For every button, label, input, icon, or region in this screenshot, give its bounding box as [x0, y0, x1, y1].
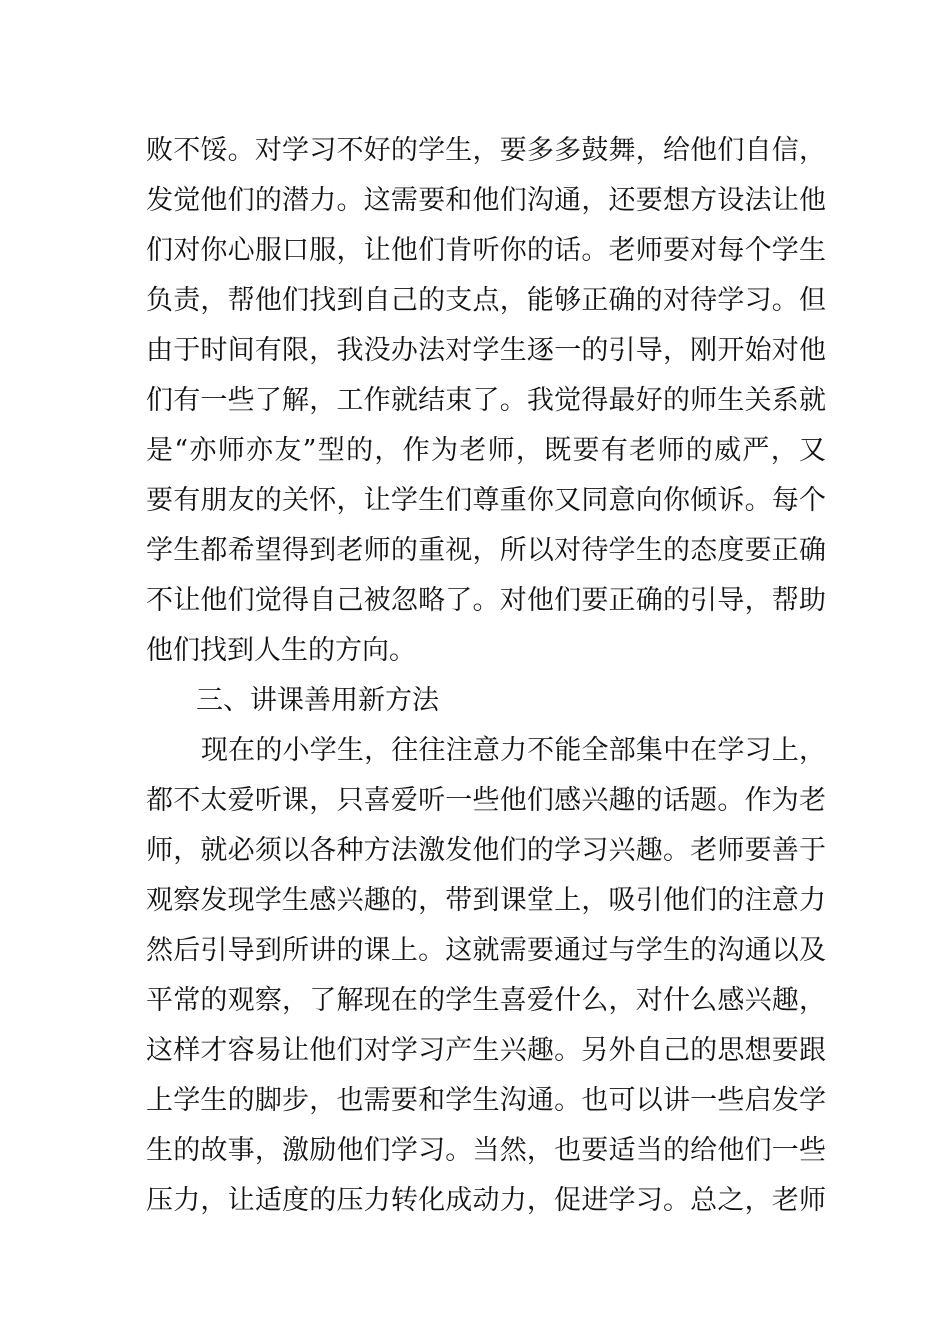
paragraph-continued	[146, 126, 826, 676]
paragraph-line: 现在的小学生，往往注意力不能全部集中在学习上，	[201, 735, 826, 766]
paragraph-line: 是“亦师亦友”型的，作为老师，既要有老师的威严，又	[146, 435, 826, 466]
paragraph-line: 们对你心服口服，让他们肯听你的话。老师要对每个学生	[146, 235, 826, 266]
paragraph-line: 学生都希望得到老师的重视，所以对待学生的态度要正确	[146, 535, 826, 566]
paragraph-line: 观察发现学生感兴趣的，带到课堂上，吸引他们的注意力	[146, 885, 826, 916]
paragraph-line: 师，就必须以各种方法激发他们的学习兴趣。老师要善于	[146, 835, 826, 866]
paragraph-line: 这样才容易让他们对学习产生兴趣。另外自己的思想要跟	[146, 1035, 826, 1066]
paragraph-line: 然后引导到所讲的课上。这就需要通过与学生的沟通以及	[146, 935, 826, 966]
paragraph-line: 发觉他们的潜力。这需要和他们沟通，还要想方设法让他	[146, 185, 826, 216]
paragraph-line: 生的故事，激励他们学习。当然，也要适当的给他们一些	[146, 1135, 826, 1166]
paragraph-line: 要有朋友的关怀，让学生们尊重你又同意向你倾诉。每个	[146, 485, 826, 516]
paragraph-line: 负责，帮他们找到自己的支点，能够正确的对待学习。但	[146, 285, 826, 316]
paragraph-methods	[146, 726, 826, 1226]
paragraph-line: 败不馁。对学习不好的学生，要多多鼓舞，给他们自信，	[146, 135, 826, 166]
section-heading: 三、讲课善用新方法	[196, 685, 439, 716]
paragraph-line: 压力，让适度的压力转化成动力，促进学习。总之，老师	[146, 1185, 826, 1216]
paragraph-line: 他们找到人生的方向。	[146, 635, 416, 666]
paragraph-line: 不让他们觉得自己被忽略了。对他们要正确的引导，帮助	[146, 585, 826, 616]
paragraph-line: 上学生的脚步，也需要和学生沟通。也可以讲一些启发学	[146, 1085, 826, 1116]
paragraph-line: 都不太爱听课，只喜爱听一些他们感兴趣的话题。作为老	[146, 785, 826, 816]
paragraph-line: 平常的观察，了解现在的学生喜爱什么，对什么感兴趣，	[146, 985, 826, 1016]
paragraph-line: 由于时间有限，我没办法对学生逐一的引导，刚开始对他	[146, 335, 826, 366]
document-body	[146, 126, 826, 1226]
paragraph-line: 们有一些了解，工作就结束了。我觉得最好的师生关系就	[146, 385, 826, 416]
